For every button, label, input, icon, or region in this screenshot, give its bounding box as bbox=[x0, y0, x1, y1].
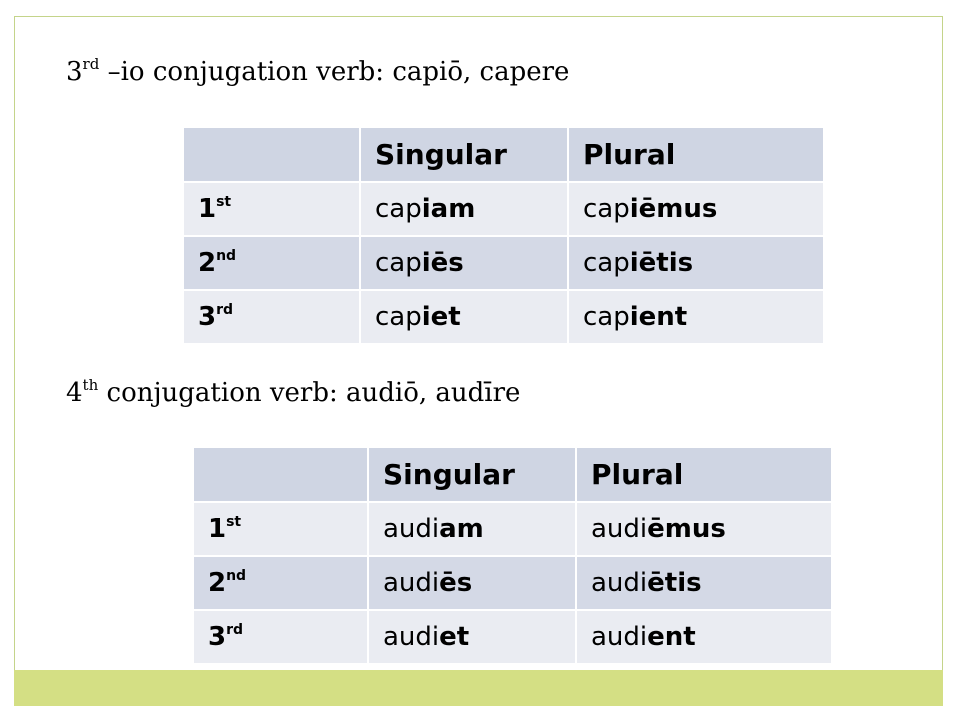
person-cell bbox=[184, 236, 360, 290]
header-cell-empty bbox=[194, 448, 368, 502]
verb-ending: iēs bbox=[421, 248, 464, 278]
verb-stem: cap bbox=[583, 302, 630, 332]
verb-ending: iam bbox=[421, 194, 476, 224]
verb-ending: ēmus bbox=[647, 514, 726, 544]
person-ordinal: nd bbox=[216, 248, 237, 264]
verb-ending: ētis bbox=[647, 568, 702, 598]
person-number: 1 bbox=[208, 514, 227, 544]
header-cell-singular: Singular bbox=[360, 128, 568, 182]
table-row bbox=[184, 182, 824, 236]
table-row bbox=[194, 610, 832, 664]
plural-form bbox=[576, 610, 832, 664]
plural-form bbox=[568, 290, 824, 344]
table-row bbox=[184, 290, 824, 344]
header-cell-plural: Plural bbox=[576, 448, 832, 502]
verb-stem: cap bbox=[583, 248, 630, 278]
verb-ending: ent bbox=[647, 622, 696, 652]
person-number: 1 bbox=[198, 194, 217, 224]
singular-form bbox=[360, 236, 568, 290]
heading-fourth-conjugation bbox=[66, 377, 520, 409]
heading-ordinal: th bbox=[82, 376, 99, 394]
verb-stem: cap bbox=[375, 248, 422, 278]
verb-stem: cap bbox=[375, 194, 422, 224]
header-cell-singular: Singular bbox=[368, 448, 576, 502]
header-cell-empty bbox=[184, 128, 360, 182]
person-cell bbox=[184, 290, 360, 344]
heading-text: –io conjugation verb: capiō, capere bbox=[99, 57, 570, 87]
person-number: 3 bbox=[198, 302, 217, 332]
footer-accent-bar bbox=[14, 670, 943, 706]
heading-ordinal: rd bbox=[82, 55, 100, 73]
verb-ending: ient bbox=[629, 302, 688, 332]
plural-form bbox=[576, 556, 832, 610]
verb-stem: audi bbox=[383, 514, 440, 544]
verb-stem: audi bbox=[383, 568, 440, 598]
table-row bbox=[194, 556, 832, 610]
verb-ending: am bbox=[439, 514, 484, 544]
header-cell-plural: Plural bbox=[568, 128, 824, 182]
person-cell bbox=[194, 556, 368, 610]
person-number: 2 bbox=[208, 568, 227, 598]
person-cell bbox=[184, 182, 360, 236]
plural-form bbox=[576, 502, 832, 556]
capio-conjugation-table bbox=[184, 128, 825, 345]
singular-form bbox=[368, 502, 576, 556]
person-number: 3 bbox=[208, 622, 227, 652]
person-ordinal: st bbox=[216, 194, 232, 210]
verb-stem: cap bbox=[375, 302, 422, 332]
verb-ending: iētis bbox=[629, 248, 694, 278]
person-ordinal: st bbox=[226, 514, 242, 530]
heading-number: 4 bbox=[66, 378, 83, 408]
table-header-row bbox=[184, 128, 824, 182]
table-header-row bbox=[194, 448, 832, 502]
table-row bbox=[194, 502, 832, 556]
person-ordinal: rd bbox=[226, 622, 244, 638]
person-number: 2 bbox=[198, 248, 217, 278]
person-ordinal: rd bbox=[216, 302, 234, 318]
verb-stem: audi bbox=[591, 568, 648, 598]
verb-stem: cap bbox=[583, 194, 630, 224]
verb-ending: et bbox=[439, 622, 470, 652]
audio-conjugation-table bbox=[194, 448, 833, 665]
heading-number: 3 bbox=[66, 57, 83, 87]
plural-form bbox=[568, 182, 824, 236]
person-cell bbox=[194, 502, 368, 556]
verb-ending: ēs bbox=[439, 568, 473, 598]
singular-form bbox=[360, 182, 568, 236]
singular-form bbox=[368, 610, 576, 664]
heading-text: conjugation verb: audiō, audīre bbox=[98, 378, 521, 408]
person-cell bbox=[194, 610, 368, 664]
table-row bbox=[184, 236, 824, 290]
heading-third-io-conjugation bbox=[66, 56, 569, 88]
verb-stem: audi bbox=[591, 514, 648, 544]
singular-form bbox=[360, 290, 568, 344]
plural-form bbox=[568, 236, 824, 290]
singular-form bbox=[368, 556, 576, 610]
verb-ending: iēmus bbox=[629, 194, 718, 224]
verb-stem: audi bbox=[591, 622, 648, 652]
verb-stem: audi bbox=[383, 622, 440, 652]
person-ordinal: nd bbox=[226, 568, 247, 584]
verb-ending: iet bbox=[421, 302, 461, 332]
